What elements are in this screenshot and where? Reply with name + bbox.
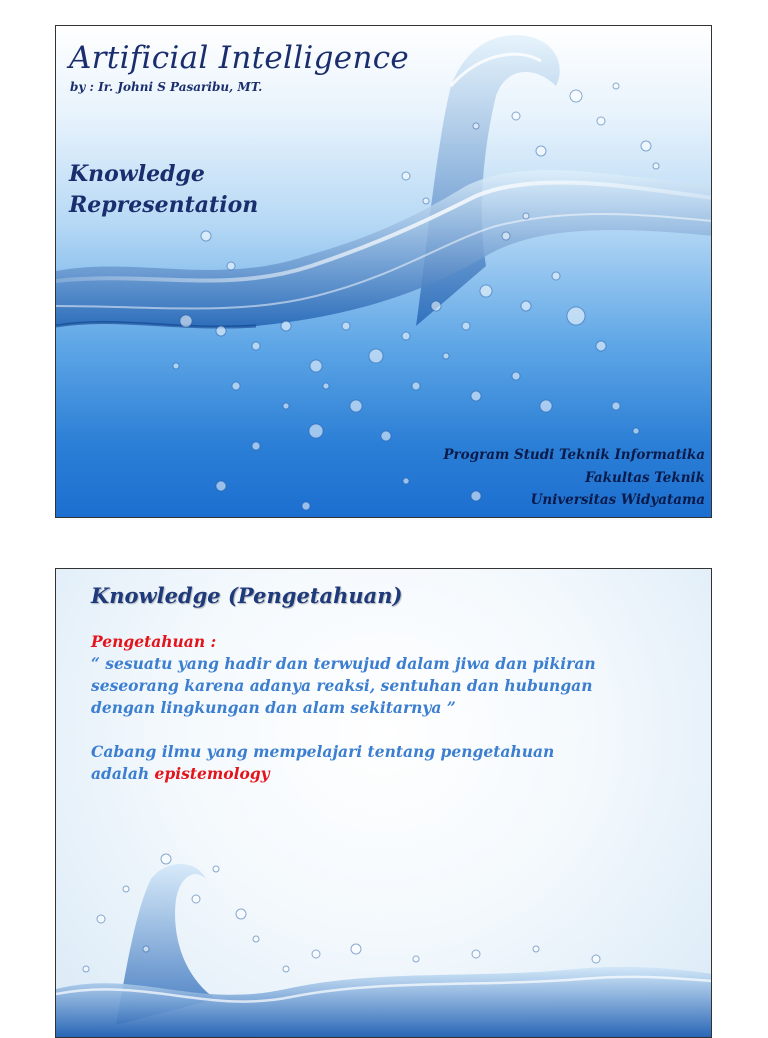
paragraph-gap bbox=[91, 719, 691, 741]
quote-line-1: “ sesuatu yang hadir dan terwujud dalam jiwa dan pikiran bbox=[91, 654, 596, 673]
slide-knowledge bbox=[55, 568, 712, 1038]
quote-line-3: dengan lingkungan dan alam sekitarnya ” bbox=[91, 698, 456, 717]
branch-line-1: Cabang ilmu yang mempelajari tentang pengetahuan bbox=[91, 742, 555, 761]
slide-body bbox=[91, 631, 691, 785]
author-byline: by : Ir. Johni S Pasaribu, MT. bbox=[70, 80, 263, 94]
university-name: Universitas Widyatama bbox=[530, 492, 705, 508]
branch-term: epistemology bbox=[154, 764, 270, 783]
institution-block bbox=[443, 444, 705, 512]
quote-line-2: seseorang karena adanya reaksi, sentuhan dan hubungan bbox=[91, 676, 593, 695]
presentation-title: Artificial Intelligence bbox=[69, 40, 410, 76]
slide-title: Knowledge (Pengetahuan) bbox=[91, 583, 403, 608]
subtitle-line-1: Knowledge bbox=[69, 161, 205, 187]
slide-title bbox=[55, 25, 712, 518]
faculty-name: Fakultas Teknik bbox=[585, 469, 705, 486]
slide-subtitle bbox=[69, 159, 258, 221]
definition-label: Pengetahuan : bbox=[91, 632, 217, 651]
subtitle-line-2: Representation bbox=[69, 192, 259, 218]
branch-line-2 bbox=[91, 763, 691, 785]
branch-prefix: adalah bbox=[91, 764, 150, 783]
program-name: Program Studi Teknik Informatika bbox=[443, 447, 705, 463]
